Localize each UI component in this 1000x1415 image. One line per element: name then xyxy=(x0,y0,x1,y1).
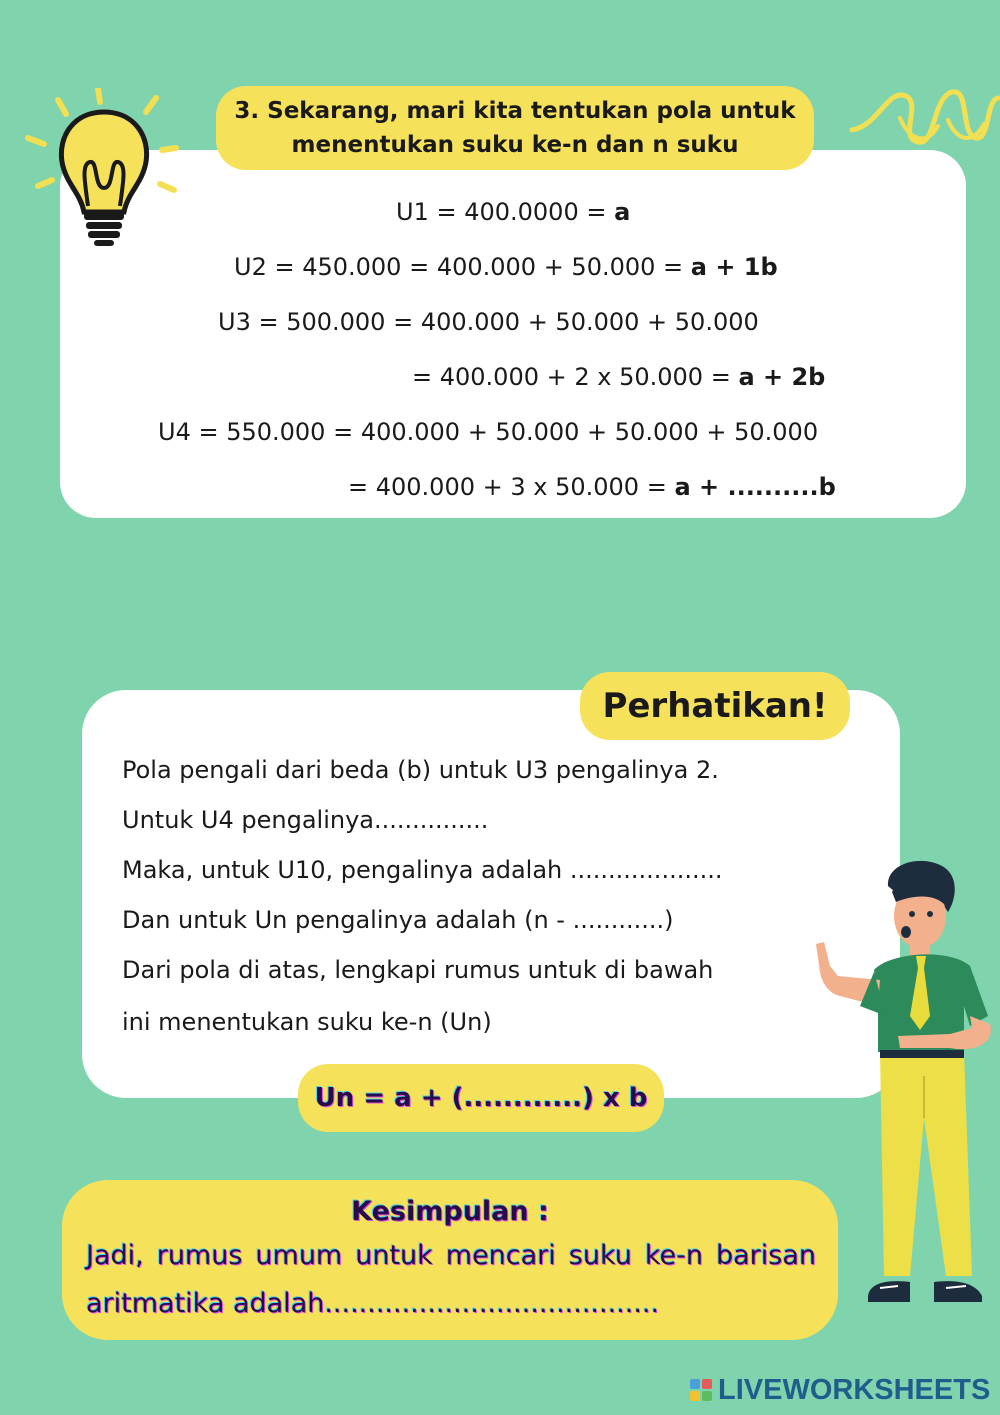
conclusion-text: Jadi, rumus umum untuk mencari suku ke-n barisan aritmatika adalah....................................... xyxy=(86,1240,816,1319)
title-line-2: menentukan suku ke-n dan n suku xyxy=(291,132,739,158)
title-line-1: 3. Sekarang, mari kita tentukan pola untuk xyxy=(234,98,796,124)
teacher-illustration xyxy=(800,856,1000,1308)
liveworksheets-text: LIVEWORKSHEETS xyxy=(718,1373,991,1406)
liveworksheets-logo[interactable] xyxy=(690,1372,990,1408)
conclusion-box xyxy=(62,1180,838,1340)
equation-u3: U3 = 500.000 = 400.000 + 50.000 + 50.000 xyxy=(218,308,759,336)
notice-line: Untuk U4 pengalinya............... xyxy=(122,806,489,834)
notice-line: Dari pola di atas, lengkapi rumus untuk di bawah xyxy=(122,956,714,984)
section-title xyxy=(216,86,814,170)
conclusion-title: Kesimpulan : xyxy=(351,1196,549,1227)
equation-u1: U1 = 400.0000 = a xyxy=(396,198,631,226)
notice-line: Dan untuk Un pengalinya adalah (n - ............) xyxy=(122,906,674,934)
equation-u4: U4 = 550.000 = 400.000 + 50.000 + 50.000 + 50.000 xyxy=(158,418,819,446)
equation-u2: U2 = 450.000 = 400.000 + 50.000 = a + 1b xyxy=(234,253,778,281)
notice-card xyxy=(82,690,900,1098)
notice-line: Maka, untuk U10, pengalinya adalah .................... xyxy=(122,856,723,884)
notice-line: ini menentukan suku ke-n (Un) xyxy=(122,1008,492,1036)
notice-line: Pola pengali dari beda (b) untuk U3 pengalinya 2. xyxy=(122,756,719,784)
lightbulb-icon xyxy=(24,88,184,258)
formula-pill: Un = a + (............) x b xyxy=(298,1064,664,1132)
liveworksheets-icon xyxy=(690,1379,712,1401)
notice-heading: Perhatikan! xyxy=(580,672,850,740)
equation-u3-expanded: = 400.000 + 2 x 50.000 = a + 2b xyxy=(412,363,826,391)
equation-u4-expanded: = 400.000 + 3 x 50.000 = a + ..........b xyxy=(348,473,836,501)
